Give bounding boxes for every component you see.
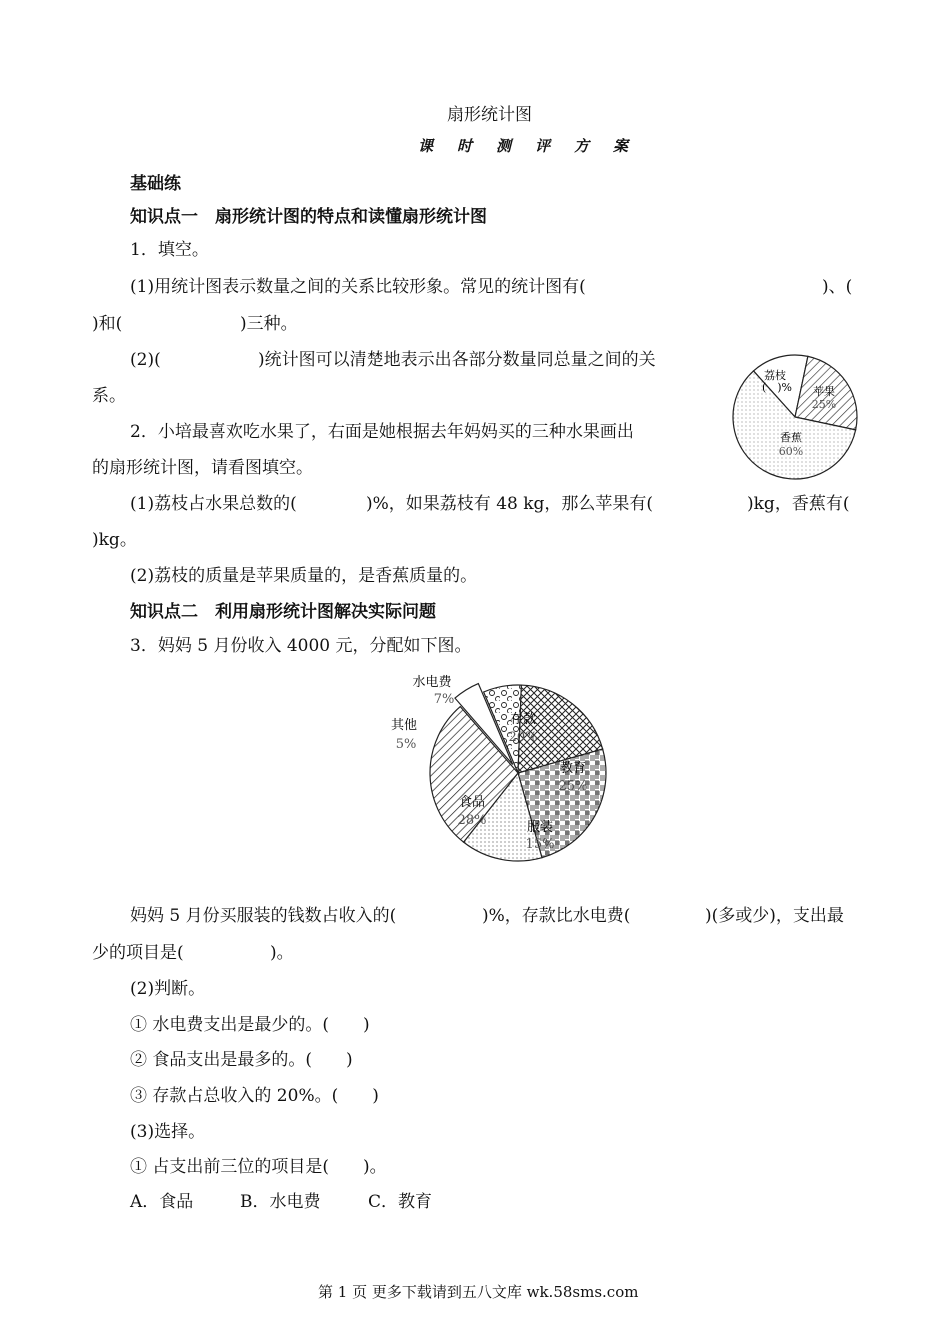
income-label-savings-name: 存款 xyxy=(509,712,537,727)
fruit-pie-chart xyxy=(725,345,865,485)
q3-heading: 3．妈妈 5 月份收入 4000 元，分配如下图。 xyxy=(130,636,472,656)
q3-judge-1: ① 水电费支出是最少的。( ) xyxy=(130,1015,370,1035)
q3-judge-3: ③ 存款占总收入的 20%。( ) xyxy=(130,1086,379,1106)
q2-sub1-b: )%，如果荔枝有 48 kg，那么苹果有( xyxy=(366,494,654,514)
income-label-education-value: 25% xyxy=(558,779,588,794)
q3-judge-heading: (2)判断。 xyxy=(130,979,206,999)
q2-line-2: 的扇形统计图，请看图填空。 xyxy=(92,458,313,478)
q3-option-a: A．食品 xyxy=(130,1192,194,1212)
q1-part2-b: )统计图可以清楚地表示出各部分数量同总量之间的关 xyxy=(258,350,656,370)
q2-sub1-d: )kg。 xyxy=(92,530,137,550)
q1-part1-c: )和( xyxy=(92,314,123,334)
knowledge-point-1: 知识点一 扇形统计图的特点和读懂扇形统计图 xyxy=(130,207,487,227)
fruit-label-banana-value: 60% xyxy=(778,445,804,458)
q1-heading: 1．填空。 xyxy=(130,240,209,260)
income-label-utilities-value: 7% xyxy=(433,692,455,707)
fruit-label-litchi-value: ( )% xyxy=(761,381,793,394)
q3-fill-1-a: 妈妈 5 月份买服装的钱数占收入的( xyxy=(130,906,397,926)
q3-option-b: B．水电费 xyxy=(240,1192,321,1212)
q1-part1-d: )三种。 xyxy=(240,314,298,334)
fruit-label-apple-value: 25% xyxy=(811,398,837,411)
fruit-label-banana-name: 香蕉 xyxy=(780,431,802,444)
q1-part1-a: (1)用统计图表示数量之间的关系比较形象。常见的统计图有( xyxy=(130,277,586,297)
knowledge-point-2: 知识点二 利用扇形统计图解决实际问题 xyxy=(130,602,436,622)
q3-judge-2: ② 食品支出是最多的。( ) xyxy=(130,1050,353,1070)
income-label-food-name: 食品 xyxy=(458,795,486,810)
page-title: 扇形统计图 xyxy=(447,105,532,125)
q3-fill-1-c: )(多或少)，支出最 xyxy=(705,906,844,926)
page-subtitle: 课时测评方案 xyxy=(418,137,653,155)
income-pie-chart xyxy=(380,665,620,870)
income-label-education-name: 教育 xyxy=(559,761,587,776)
q3-choose-1: ① 占支出前三位的项目是( )。 xyxy=(130,1157,387,1177)
q1-part1-b: )、( xyxy=(822,277,853,297)
q2-sub1-c: )kg，香蕉有( xyxy=(747,494,850,514)
income-label-utilities-name: 水电费 xyxy=(412,675,452,690)
income-label-savings-value: 20% xyxy=(508,730,538,745)
fruit-label-litchi-name: 荔枝 xyxy=(764,369,786,382)
q2-sub1-a: (1)荔枝占水果总数的( xyxy=(130,494,297,514)
q3-fill-2-b: )。 xyxy=(270,943,294,963)
q3-option-c: C．教育 xyxy=(368,1192,433,1212)
q1-part2-c: 系。 xyxy=(92,386,126,406)
q2-sub2: (2)荔枝的质量是苹果质量的，是香蕉质量的。 xyxy=(130,566,478,586)
q3-choose-heading: (3)选择。 xyxy=(130,1122,206,1142)
income-label-other-name: 其他 xyxy=(390,718,418,733)
q1-part2-a: (2)( xyxy=(130,350,161,370)
income-label-clothing-value: 15% xyxy=(525,837,555,852)
income-label-other-value: 5% xyxy=(395,737,417,752)
section-heading: 基础练 xyxy=(130,174,181,194)
income-label-clothing-name: 服装 xyxy=(526,820,554,835)
q2-line-1: 2．小培最喜欢吃水果了，右面是她根据去年妈妈买的三种水果画出 xyxy=(130,422,634,442)
income-label-food-value: 28% xyxy=(457,813,487,828)
page-footer: 第 1 页 更多下载请到五八文库 wk.58sms.com xyxy=(318,1283,639,1301)
q3-fill-1-b: )%，存款比水电费( xyxy=(482,906,631,926)
fruit-label-apple-name: 苹果 xyxy=(813,385,835,398)
q3-fill-2-a: 少的项目是( xyxy=(92,943,184,963)
